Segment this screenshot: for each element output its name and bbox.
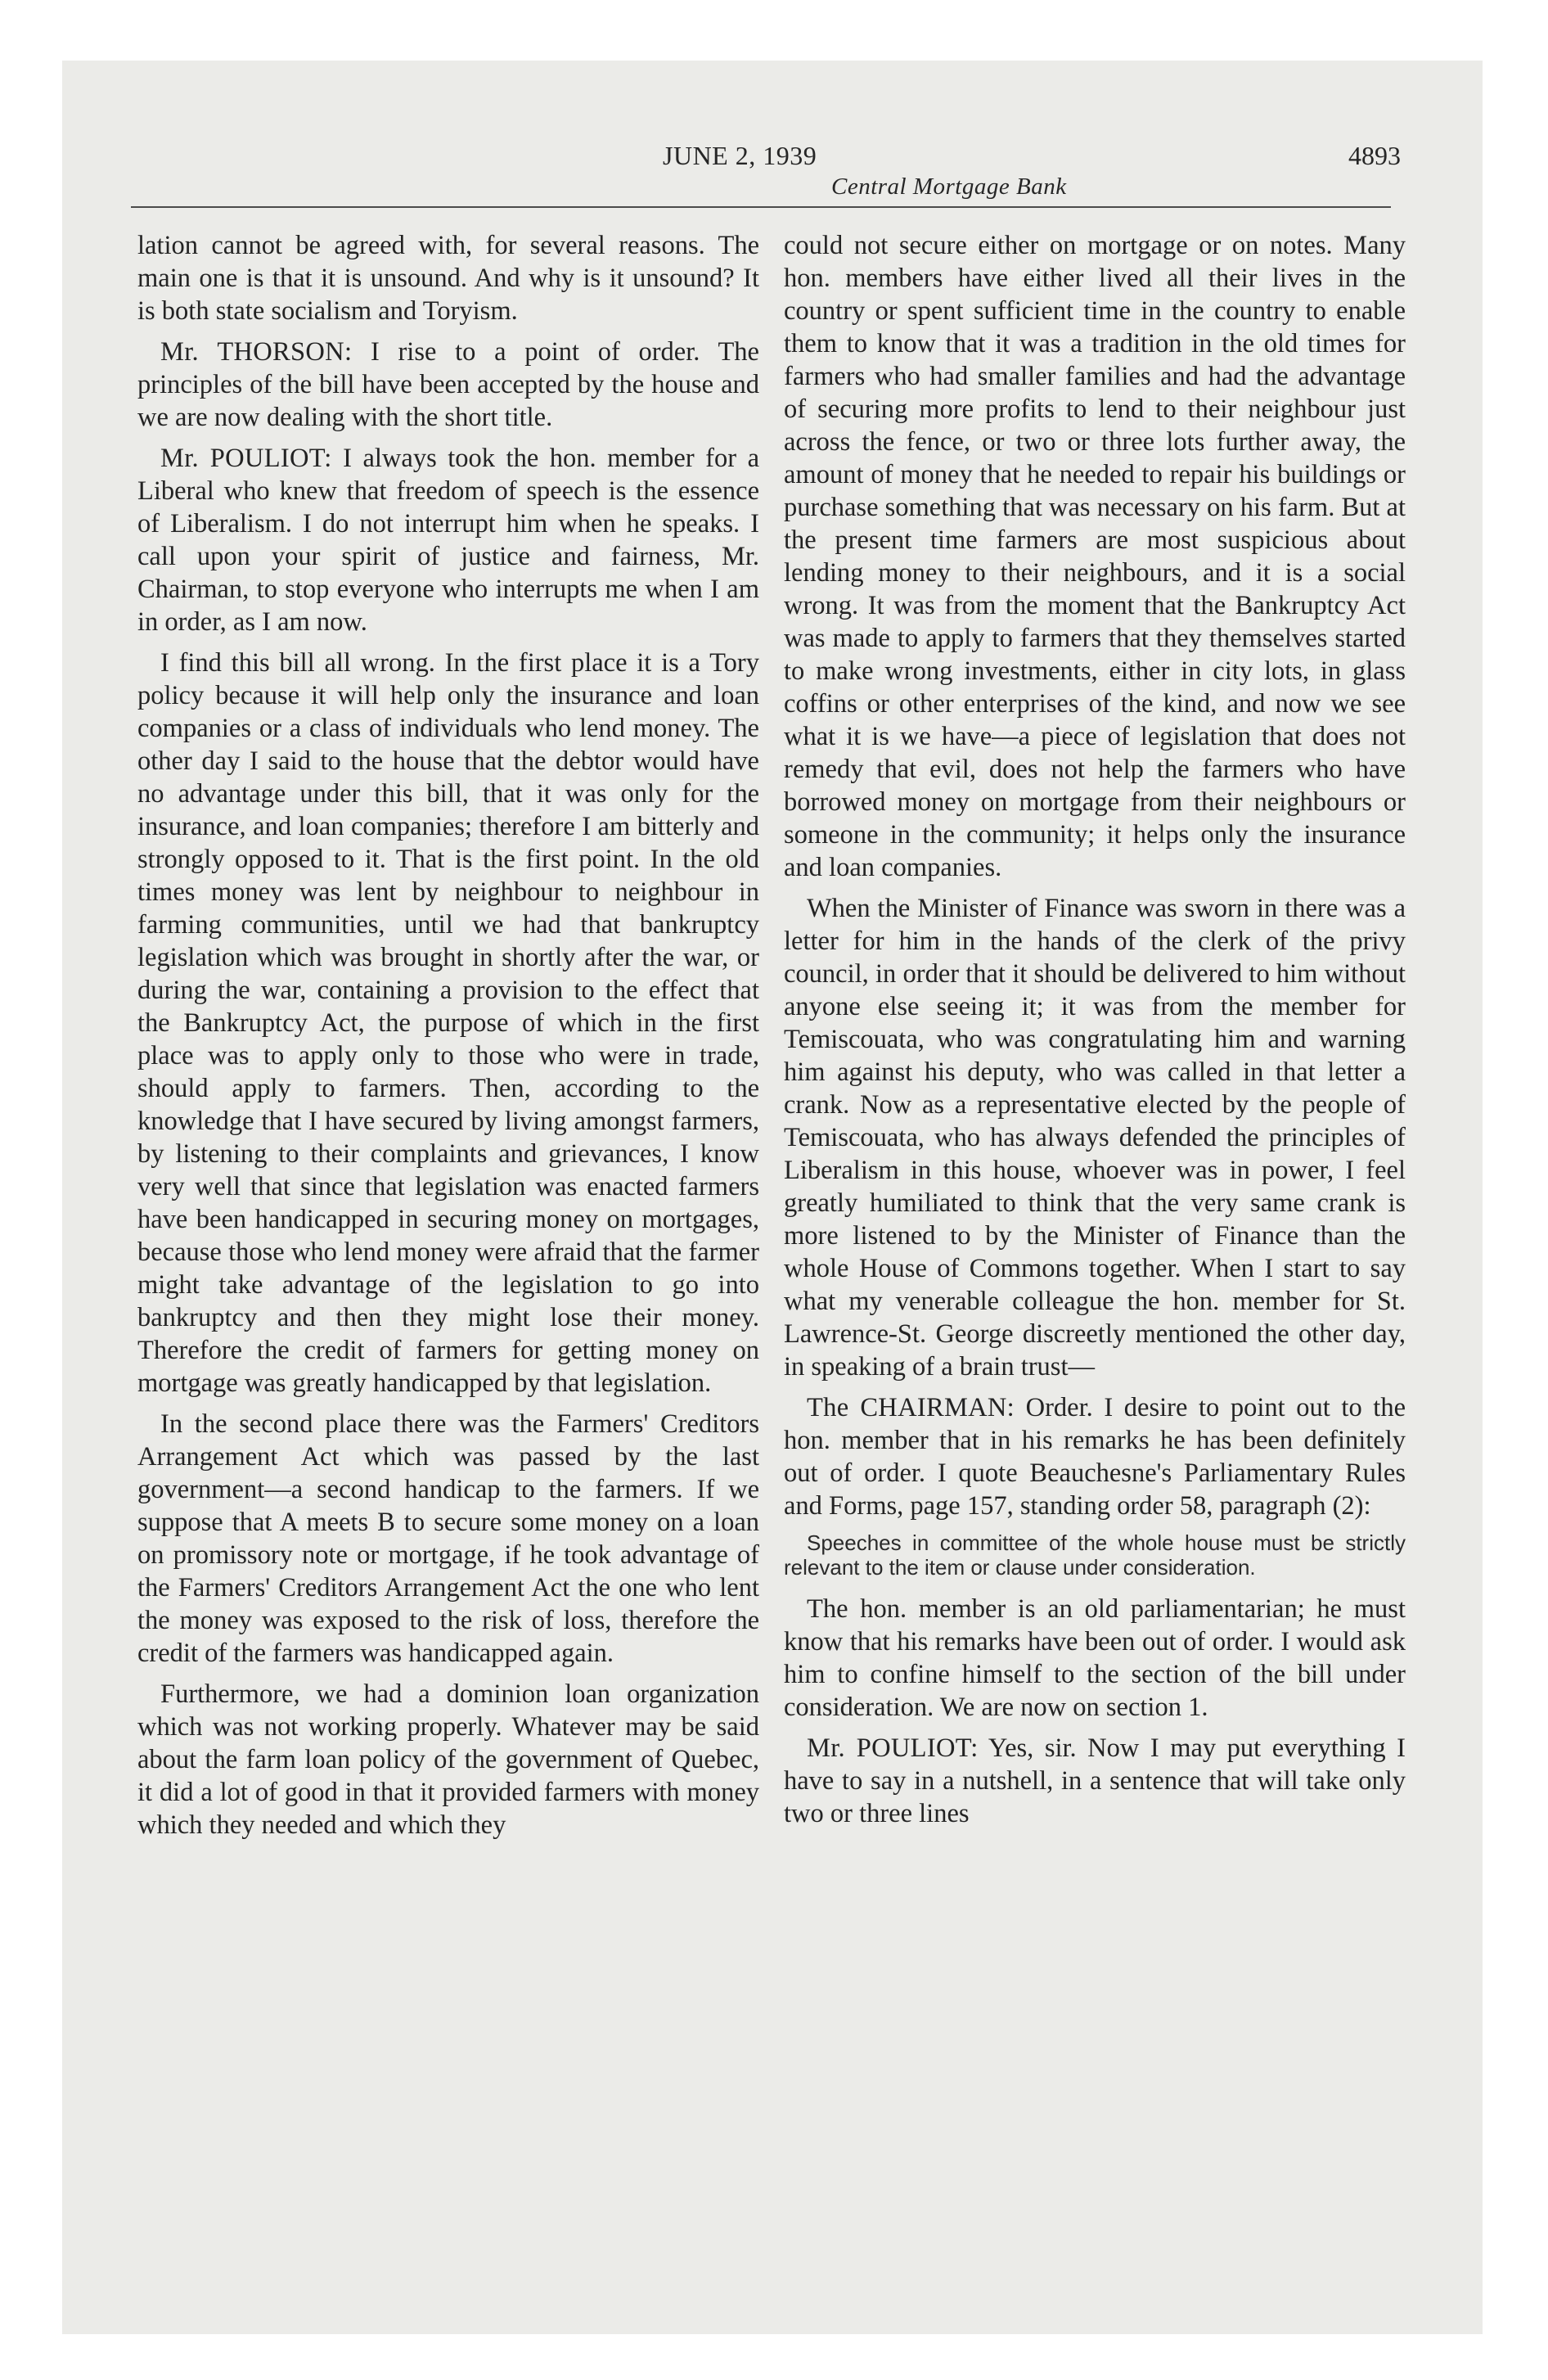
speaker-name: Mr. POULIOT: <box>807 1733 979 1763</box>
speech-text: I rise to a point of order. The principles of the bill have been accepted by the house and we are now dealing with the short title. <box>137 337 759 432</box>
left-column <box>137 229 759 1850</box>
paragraph: lation cannot be agreed with, for several reasons. The main one is that it is unsound. And why is it unsound? It is both state socialism and Toryism. <box>137 231 759 326</box>
header-date: JUNE 2, 1939 <box>663 141 817 170</box>
speaker-name: The CHAIRMAN: <box>807 1393 1015 1422</box>
speech-paragraph <box>784 1391 1406 1522</box>
paragraph: In the second place there was the Farmers' Creditors Arrangement Act which was passed by the last government—a second handicap to the farmers. If we suppose that A meets B to secure some money on a loan on promissory note or mortgage, if he took advantage of the Farmers' Creditors Arrangement Act the one who lent the money was exposed to the risk of loss, therefore the credit of the farmers was handicapped again. <box>137 1409 759 1668</box>
speech-paragraph <box>137 336 759 434</box>
header-rule <box>131 206 1391 208</box>
block-quote: Speeches in committee of the whole house must be strictly relevant to the item or clause under consideration. <box>784 1530 1406 1580</box>
paragraph: I find this bill all wrong. In the first place it is a Tory policy because it will help only the insurance and loan companies or a class of individuals who lend money. The other day I said to the house that the debtor would have no advantage under this bill, that it was only for the insurance, and loan companies; therefore I am bitterly and strongly opposed to it. That is the first point. In the old times money was lent by neighbour to neighbour in farming communities, until we had that bankruptcy legislation which was brought in shortly after the war, or during the war, containing a provision to the effect that the Bankruptcy Act, the purpose of which in the first place was to apply only to those who were in trade, should apply to farmers. Then, according to the knowledge that I have secured by living amongst farmers, by listening to their complaints and grievances, I know very well that since that legislation was enacted farmers have been handicapped in securing money on mortgages, because those who lend money were afraid that the farmer might take advantage of the legislation to go into bankruptcy and then they might lose their money. Therefore the credit of farmers for getting money on mortgage was greatly handicapped by that legislation. <box>137 648 759 1398</box>
speech-paragraph <box>784 1732 1406 1830</box>
right-column <box>784 229 1406 1838</box>
paragraph: The hon. member is an old parliamentarian; he must know that his remarks have been out of order. I would ask him to confine himself to the section of the bill under consideration. We are now on section 1. <box>784 1594 1406 1722</box>
paragraph: When the Minister of Finance was sworn in there was a letter for him in the hands of the clerk of the privy council, in order that it should be delivered to him without anyone else seeing it; it was from the member for Temiscouata, who was congratulating him and warning him against his deputy, who was called in that letter a crank. Now as a representative elected by the people of Temiscouata, who has always defended the principles of Liberalism in this house, whoever was in power, I feel greatly humiliated to think that the very same crank is more listened to by the Minister of Finance than the whole House of Commons together. When I start to say what my venerable colleague the hon. member for St. Lawrence-St. George discreetly mentioned the other day, in speaking of a brain trust— <box>784 894 1406 1382</box>
header-page-number: 4893 <box>1348 141 1401 170</box>
speech-text: Order. I desire to point out to the hon. member that in his remarks he has been definitely out of order. I quote Beauchesne's Parliamentary Rules and Forms, page 157, standing order 58, paragraph (2): <box>784 1393 1406 1521</box>
speech-text: Yes, sir. Now I may put everything I have to say in a nutshell, in a sentence that will take only two or three lines <box>784 1733 1406 1828</box>
speaker-name: Mr. POULIOT: <box>160 444 332 473</box>
page-header <box>131 137 1401 203</box>
speaker-name: Mr. THORSON: <box>160 337 353 367</box>
paragraph: could not secure either on mortgage or on notes. Many hon. members have either lived all their lives in the country or spent sufficient time in the country to enable them to know that it was a tradition in the old times for farmers who had smaller families and had the advantage of securing more profits to lend to their neighbour just across the fence, or two or three lots further away, the amount of money that he needed to repair his buildings or purchase something that was necessary on his farm. But at the present time farmers are most suspicious about lending money to their neighbours, and it is a social wrong. It was from the moment that the Bankruptcy Act was made to apply to farmers that they themselves started to make wrong investments, either in city lots, in glass coffins or other enterprises of the kind, and now we see what it is we have—a piece of legislation that does not remedy that evil, does not help the farmers who have borrowed money on mortgage from their neighbours or someone in the community; it helps only the insurance and loan companies. <box>784 231 1406 882</box>
header-section-title: Central Mortgage Bank <box>831 174 1067 200</box>
speech-text: I always took the hon. member for a Liberal who knew that freedom of speech is the essence of Liberalism. I do not interrupt him when he speaks. I call upon your spirit of justice and fairness, Mr. Chairman, to stop everyone who interrupts me when I am in order, as I am now. <box>137 444 760 637</box>
paragraph: Furthermore, we had a dominion loan organization which was not working properly. Whatever may be said about the farm loan policy of the government of Quebec, it did a lot of good in that it provided farmers with money which they needed and which they <box>137 1679 759 1840</box>
speech-paragraph <box>137 442 759 638</box>
